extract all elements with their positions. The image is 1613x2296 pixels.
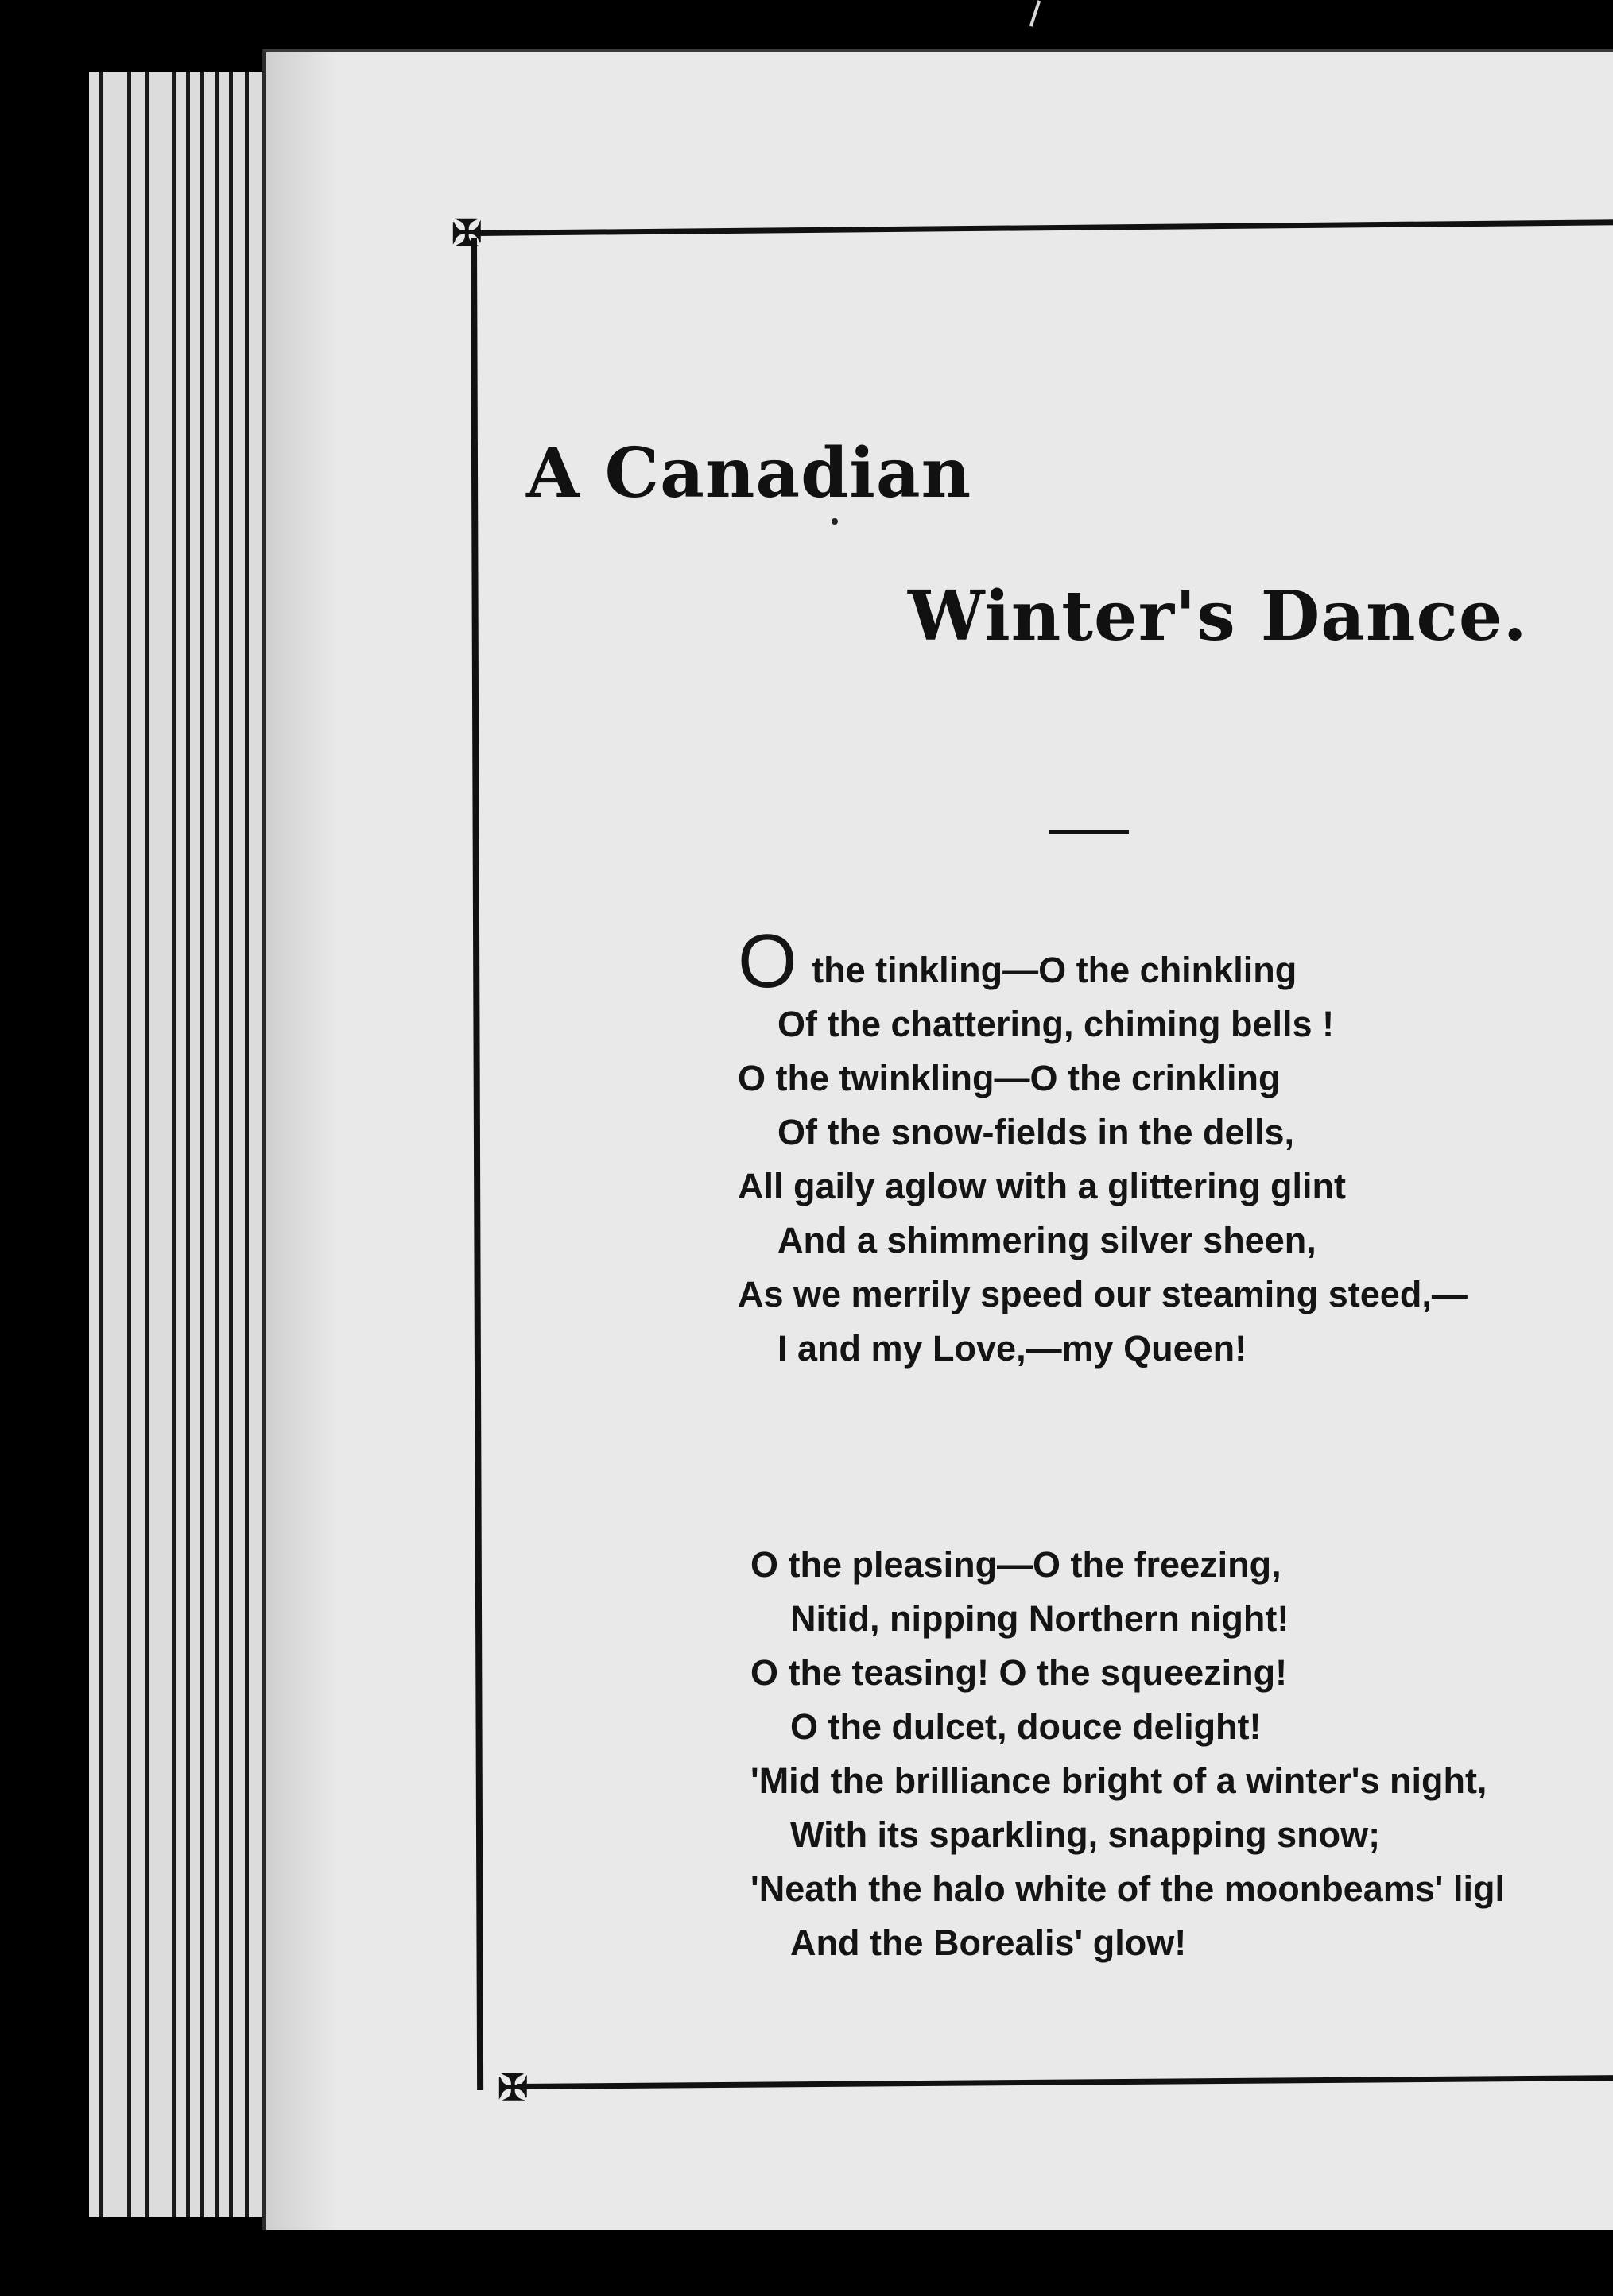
poem-line: And the Borealis' glow! xyxy=(790,1922,1187,1963)
poem-line: Nitid, nipping Northern night! xyxy=(790,1598,1289,1639)
title-line-1: A Canadian xyxy=(526,433,972,513)
stanza-1 xyxy=(738,919,1468,1376)
stanza-2 xyxy=(750,1538,1505,1970)
poem-line: As we merrily speed our steaming steed,— xyxy=(738,1274,1468,1314)
cross-ornament-icon: ✠ xyxy=(452,211,483,254)
title-line-2: Winter's Dance. xyxy=(908,576,1528,656)
page-edge-line xyxy=(127,72,131,2217)
title-rule xyxy=(1049,830,1129,834)
ink-dot xyxy=(832,518,838,525)
page-edge-line xyxy=(200,72,204,2217)
poem-line: With its sparkling, snapping snow; xyxy=(790,1814,1381,1855)
poem-line: O the pleasing—O the freezing, xyxy=(750,1544,1281,1585)
poem-line: Of the chattering, chiming bells ! xyxy=(777,1004,1335,1044)
poem-line xyxy=(738,919,1468,1004)
page-edge-line xyxy=(145,72,149,2217)
poem-line: I and my Love,—my Queen! xyxy=(777,1328,1247,1369)
poem-line: Of the snow-fields in the dells, xyxy=(777,1112,1295,1152)
poem-line: O the teasing! O the squeezing! xyxy=(750,1652,1288,1693)
poem-line: 'Mid the brilliance bright of a winter's night, xyxy=(750,1760,1487,1801)
page-edge-line xyxy=(186,72,190,2217)
page-edges xyxy=(89,72,280,2217)
page-shade xyxy=(266,52,338,2230)
page-edge-line xyxy=(172,72,176,2217)
poem-line: And a shimmering silver sheen, xyxy=(777,1220,1316,1260)
poem-line: O the dulcet, douce delight! xyxy=(790,1706,1262,1747)
cross-ornament-icon: ✠ xyxy=(498,2066,529,2109)
poem-line-text: the tinkling—O the chinkling xyxy=(801,950,1297,990)
page-edge-line xyxy=(99,72,103,2217)
page-edge-line xyxy=(215,72,219,2217)
poem-line: 'Neath the halo white of the moonbeams' ligl xyxy=(750,1868,1505,1909)
poem-line: All gaily aglow with a glittering glint xyxy=(738,1166,1347,1206)
drop-cap: O xyxy=(738,919,797,1004)
page-edge-line xyxy=(245,72,249,2217)
scan-scratch xyxy=(1029,0,1041,27)
poem-line: O the twinkling—O the crinkling xyxy=(738,1058,1281,1098)
page-edge-line xyxy=(229,72,233,2217)
